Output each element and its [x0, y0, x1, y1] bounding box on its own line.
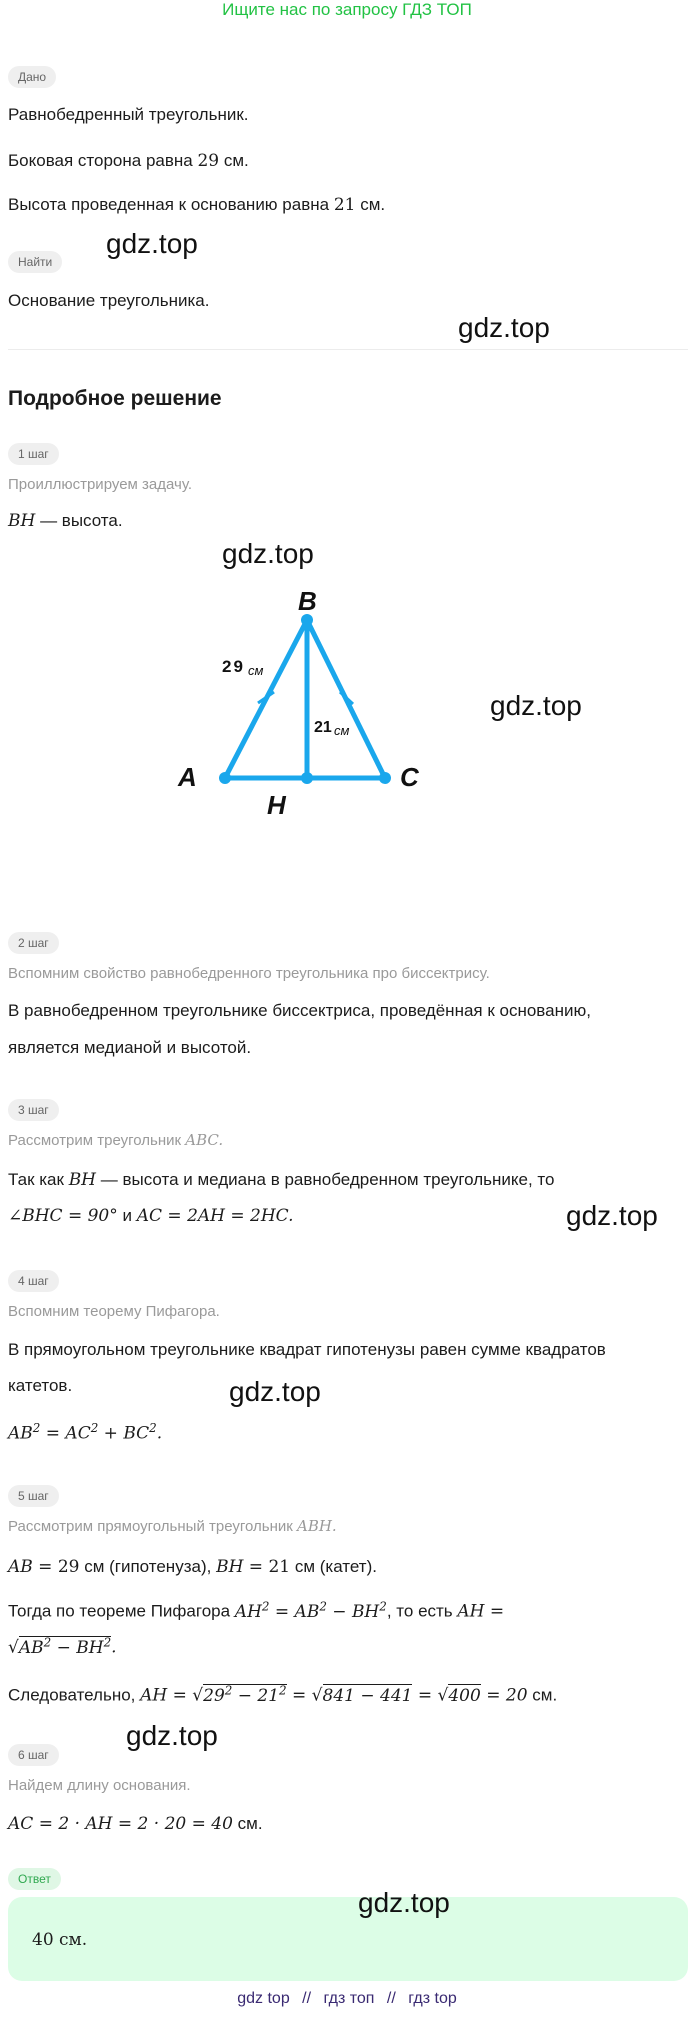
label-c: C — [400, 762, 419, 792]
side-length-unit: см — [248, 663, 264, 678]
given-chip: Дано — [8, 66, 56, 88]
given-height-value: 21 — [333, 195, 356, 215]
watermark: gdz.top — [358, 1887, 450, 1918]
step-hint — [8, 1517, 337, 1535]
footer-separator: // — [386, 1990, 396, 2007]
footer-link[interactable]: gdz top — [237, 1990, 290, 2007]
step-text: AB = 29 см (гипотенуза), BH = 21 см (катет). — [8, 1557, 377, 1577]
height-value: 21 — [314, 719, 332, 736]
text-part: Тогда по теореме Пифагора — [8, 1601, 231, 1621]
watermark: gdz.top — [490, 690, 582, 721]
pythagoras-formula: $AB^2 = AC^2 + BC^2$. — [8, 1421, 163, 1444]
step-chip: 5 шаг — [8, 1485, 59, 1507]
hint-text: Рассмотрим треугольник — [8, 1132, 182, 1149]
footer-links — [0, 1990, 694, 2008]
text-part: Следовательно, — [8, 1685, 136, 1705]
answer-text: 40 см. — [32, 1930, 88, 1950]
given-side-value: 29 — [197, 151, 220, 171]
solution-title: Подробное решение — [8, 387, 222, 410]
unit: см. — [532, 1685, 558, 1705]
hypotenuse-label: см (гипотенуза), — [84, 1557, 212, 1576]
find-chip: Найти — [8, 251, 62, 273]
footer-separator: // — [302, 1990, 312, 2007]
step-hint: Вспомним теорему Пифагора. — [8, 1303, 220, 1320]
watermark: gdz.top — [566, 1200, 658, 1231]
vertex-a — [219, 772, 231, 784]
divider — [8, 349, 688, 350]
step-hint — [8, 1131, 223, 1149]
step-text: В равнобедренном треугольнике биссектриса, проведённая к основанию, — [8, 1001, 591, 1020]
step-hint: Проиллюстрируем задачу. — [8, 476, 192, 493]
watermark: gdz.top — [126, 1720, 218, 1751]
vertex-c — [379, 772, 391, 784]
step-chip: 2 шаг — [8, 932, 59, 954]
height-unit: см — [334, 723, 350, 738]
step-hint: Найдем длину основания. — [8, 1777, 191, 1794]
watermark: gdz.top — [106, 228, 198, 259]
answer-chip: Ответ — [8, 1868, 61, 1890]
angle-line — [8, 1204, 294, 1228]
step-text: катетов. — [8, 1376, 73, 1395]
and-word: и — [122, 1206, 132, 1225]
step-text: AC = 2 · AH = 2 · 20 = 40 см. — [8, 1814, 263, 1834]
given-height-unit: см. — [360, 195, 386, 214]
step-text: Тогда по теореме Пифагора $AH^2 = AB^2 - BH^2$, то есть AH = — [8, 1599, 505, 1622]
footer-link[interactable]: гдз топ — [323, 1990, 375, 2007]
watermark: gdz.top — [222, 538, 314, 569]
text-part: , то есть — [386, 1601, 453, 1621]
given-line-1: Равнобедренный треугольник. — [8, 105, 249, 124]
vertex-h — [301, 772, 313, 784]
footer-link[interactable]: гдз top — [408, 1990, 457, 2007]
hint-text: Рассмотрим прямоугольный треугольник — [8, 1518, 293, 1535]
label-h: H — [267, 790, 286, 820]
step-text — [8, 1168, 554, 1192]
find-text: Основание треугольника. — [8, 291, 210, 310]
side-length-value: 29 — [222, 657, 245, 676]
step-text: Следовательно, AH = $√29^2 - 21^2 = √841 - 441 = √400 = 20$ см. — [8, 1683, 558, 1706]
step-chip: 6 шаг — [8, 1744, 59, 1766]
given-line-2 — [8, 149, 249, 173]
step-text: В прямоугольном треугольнике квадрат гипотенузы равен сумме квадратов — [8, 1340, 606, 1359]
step-text — [8, 509, 123, 533]
segment-bh: BH — [8, 511, 36, 531]
unit: см. — [237, 1814, 263, 1833]
search-banner: Ищите нас по запросу ГДЗ ТОП — [222, 0, 472, 19]
length-expression: AC = 2AH = 2HC. — [136, 1206, 294, 1226]
step-chip: 4 шаг — [8, 1270, 59, 1292]
height-desc: — высота. — [40, 511, 123, 530]
given-side-text: Боковая сторона равна — [8, 151, 193, 170]
answer-box — [8, 1897, 688, 1981]
label-a: A — [178, 762, 197, 792]
step-text: является медианой и высотой. — [8, 1038, 252, 1057]
given-side-unit: см. — [223, 151, 249, 170]
step-hint: Вспомним свойство равнобедренного треугольника про биссектрису. — [8, 965, 490, 982]
step-chip: 1 шаг — [8, 443, 59, 465]
text-part: Так как — [8, 1170, 64, 1189]
segment-bh: BH — [68, 1170, 97, 1190]
leg-label: см (катет). — [294, 1557, 377, 1576]
sqrt-expression: $√AB^2 - BH^2$. — [8, 1635, 117, 1658]
watermark: gdz.top — [229, 1376, 321, 1407]
text-part: — высота и медиана в равнобедренном треугольнике, то — [100, 1170, 555, 1189]
given-line-3 — [8, 193, 385, 217]
hint-math: ABC. — [185, 1131, 224, 1149]
hint-math: ABH. — [297, 1517, 337, 1535]
triangle-figure — [160, 580, 450, 820]
label-b: B — [298, 586, 317, 616]
watermark: gdz.top — [458, 312, 550, 343]
step-chip: 3 шаг — [8, 1099, 59, 1121]
angle-expression: ∠BHC = 90° — [8, 1206, 118, 1226]
given-height-text: Высота проведенная к основанию равна — [8, 195, 330, 214]
